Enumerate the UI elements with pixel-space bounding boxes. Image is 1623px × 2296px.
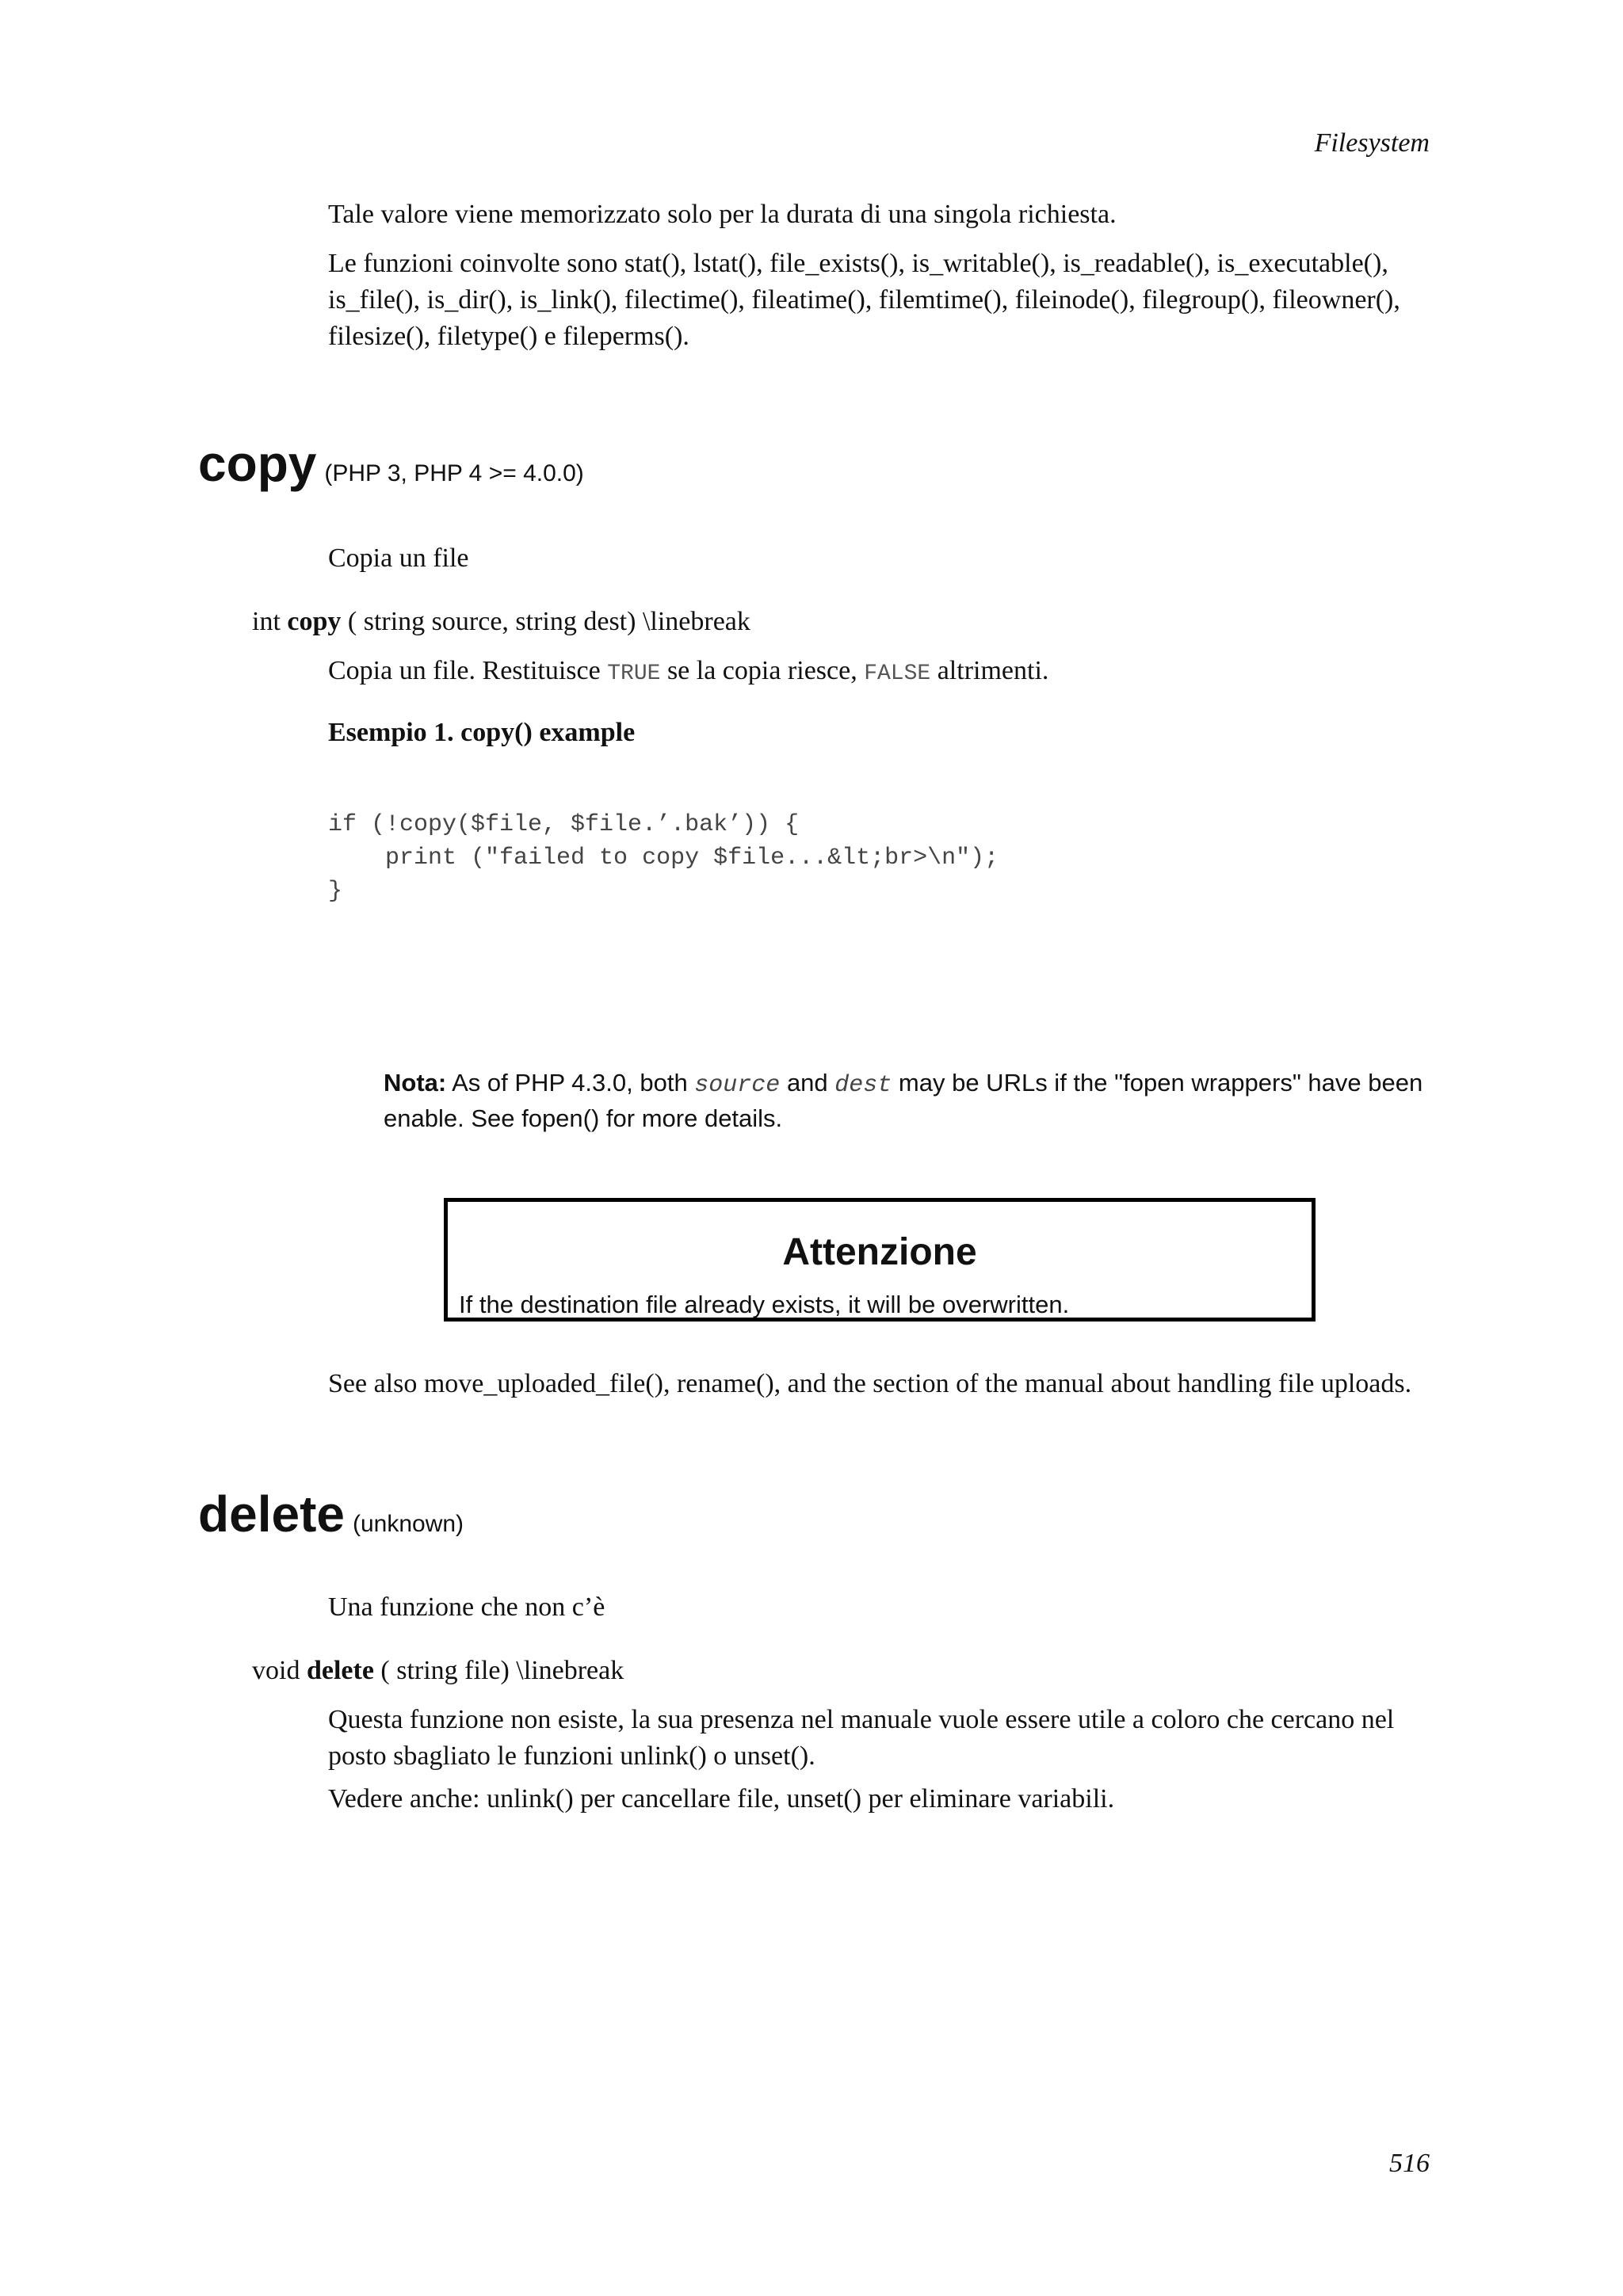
copy-heading <box>198 434 584 493</box>
example-title: Esempio 1. copy() example <box>328 718 636 747</box>
intro-paragraph-2: Le funzioni coinvolte sono stat(), lstat(), file_exists(), is_writable(), is_readable(), is_executable(), is_file(), is_dir(), is_link(), filectime(), fileatime(), filemtime(), fileinode(), filegroup(), fileowner(), filesize(), filetype() e fileperms(). <box>328 249 1400 351</box>
synopsis-function-name: copy <box>287 607 342 636</box>
return-type: int <box>252 607 288 636</box>
synopsis-function-name: delete <box>306 1656 374 1685</box>
function-version: (unknown) <box>352 1511 464 1537</box>
warning-text: If the destination file already exists, it will be overwritten. <box>459 1291 1070 1318</box>
desc-text: altrimenti. <box>930 656 1049 685</box>
delete-heading <box>198 1485 464 1543</box>
running-header: Filesystem <box>1314 128 1430 158</box>
false-constant: FALSE <box>864 662 931 686</box>
note-text: may be URLs if the "fopen wrappers" have been enable. See fopen() for more details. <box>384 1069 1423 1132</box>
return-type: void <box>252 1656 307 1685</box>
function-version: (PHP 3, PHP 4 >= 4.0.0) <box>324 460 584 486</box>
note-text: and <box>780 1069 835 1097</box>
function-name: copy <box>198 435 317 492</box>
warning-box <box>444 1198 1316 1322</box>
code-example: if (!copy($file, $file.’.bak’)) { print ("failed to copy $file...&lt;br>\n"); } <box>328 811 999 905</box>
intro-paragraph-1: Tale valore viene memorizzato solo per la durata di una singola richiesta. <box>328 200 1117 229</box>
copy-synopsis <box>252 604 750 640</box>
delete-purpose: Una funzione che non c’è <box>328 1592 605 1622</box>
copy-description <box>328 653 1438 692</box>
param-dest: dest <box>834 1072 892 1099</box>
synopsis-args: ( string file) \linebreak <box>373 1656 624 1685</box>
true-constant: TRUE <box>607 662 661 686</box>
function-name: delete <box>198 1486 345 1543</box>
synopsis-args: ( string source, string dest) \linebreak <box>341 607 750 636</box>
desc-text: Copia un file. Restituisce <box>328 656 608 685</box>
page-number: 516 <box>1389 2149 1430 2178</box>
delete-paragraph-1: Questa funzione non esiste, la sua presenza nel manuale vuole essere utile a coloro che cercano nel posto sbagliato le funzioni unlink() o unset(). <box>328 1705 1395 1771</box>
delete-synopsis <box>252 1653 624 1689</box>
note-label: Nota: <box>384 1069 447 1097</box>
note <box>384 1066 1445 1135</box>
delete-paragraph-2: Vedere anche: unlink() per cancellare file, unset() per eliminare variabili. <box>328 1784 1115 1814</box>
warning-title: Attenzione <box>782 1231 977 1273</box>
copy-see-also: See also move_uploaded_file(), rename(), and the section of the manual about handling file uploads. <box>328 1369 1412 1398</box>
copy-purpose: Copia un file <box>328 543 469 573</box>
desc-text: se la copia riesce, <box>660 656 865 685</box>
note-text: As of PHP 4.3.0, both <box>446 1069 695 1097</box>
param-source: source <box>694 1072 781 1099</box>
